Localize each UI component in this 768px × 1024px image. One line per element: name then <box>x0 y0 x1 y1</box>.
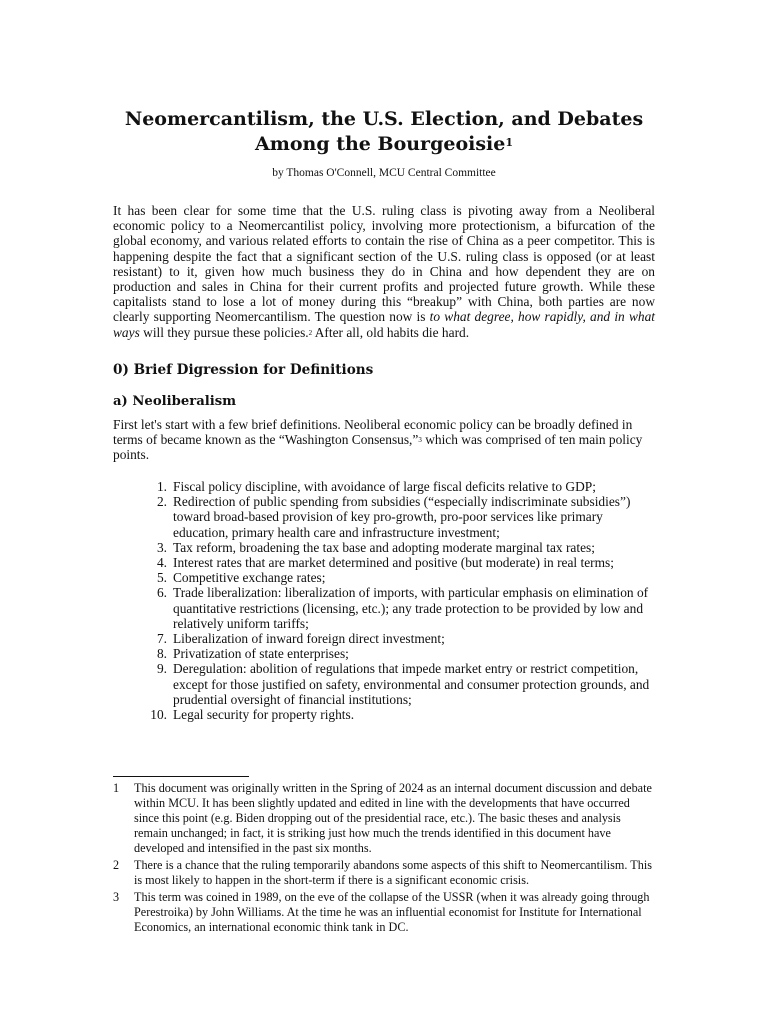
list-item-text: Deregulation: abolition of regulations that impede market entry or restrict competition, except for those justified on safety, environmental and consumer protection grounds, and prudential oversight of financial institutions; <box>173 661 650 707</box>
list-item-number: 7. <box>156 631 167 647</box>
list-item-number: 4. <box>156 555 167 571</box>
definitions-paragraph <box>113 417 655 463</box>
title-line-1: Neomercantilism, the U.S. Election, and Debates <box>124 108 644 130</box>
byline: by Thomas O'Connell, MCU Central Committee <box>272 167 496 179</box>
footnote <box>113 858 655 888</box>
list-item-number: 8. <box>156 646 167 662</box>
footnote-number: 1 <box>113 781 120 795</box>
list-item-text: Liberalization of inward foreign direct investment; <box>173 631 445 647</box>
list-item-text: Redirection of public spending from subsidies (“especially indiscriminate subsidies”) toward broad-based provision of key pro-growth, pro-poor services like primary education, primary health care and infrastructure investment; <box>173 494 631 540</box>
list-item-text: Interest rates that are market determined and positive (but moderate) in real terms; <box>173 555 614 571</box>
footnote <box>113 781 655 856</box>
list-item-number: 5. <box>156 570 167 586</box>
list-item <box>145 494 655 540</box>
list-item-text: Competitive exchange rates; <box>173 570 326 586</box>
title-footnote-ref[interactable]: 1 <box>505 136 513 149</box>
list-item <box>145 479 655 494</box>
footnote-text: There is a chance that the ruling temporarily abandons some aspects of this shift to Neomercantilism. This is most likely to happen in the short-term if there is a significant economic crisis. <box>134 858 652 887</box>
footnote-ref-2[interactable]: 2 <box>308 328 313 337</box>
list-item <box>145 585 655 631</box>
list-item-text: Trade liberalization: liberalization of imports, with particular emphasis on elimination of quantitative restrictions (licensing, etc.); any trade protection to be provided by low and relatively uniform tariffs; <box>173 585 649 631</box>
list-item-number: 2. <box>156 494 167 510</box>
list-item <box>145 661 655 707</box>
list-item-number: 10. <box>150 707 167 723</box>
footnote-divider <box>113 776 249 777</box>
list-item <box>145 540 655 555</box>
list-item-number: 6. <box>156 585 167 601</box>
footnote-text: This document was originally written in the Spring of 2024 as an internal document discussion and debate within MCU. It has been slightly updated and edited in line with the developments that have occurred since this point (e.g. Biden dropping out of the presidential race, etc.). The basic theses and analysis remain unchanged; in fact, it is striking just how much the trends identified in this document have developed and intensified in the past six months. <box>134 781 652 855</box>
intro-text-2: will they pursue these policies. <box>139 324 309 340</box>
footnote-text: This term was coined in 1989, on the eve of the collapse of the USSR (when it was already going through Perestroika) by John Williams. At the time he was an influential economist for Institute for International Economics, an international economic think tank in DC. <box>134 890 650 934</box>
list-item-text: Fiscal policy discipline, with avoidance of large fiscal deficits relative to GDP; <box>173 479 596 494</box>
list-item <box>145 707 655 722</box>
list-item-text: Privatization of state enterprises; <box>173 646 349 662</box>
intro-paragraph <box>113 203 655 340</box>
title-line-2: Among the Bourgeoisie <box>254 133 506 155</box>
intro-italic: to what degree, how rapidly, and in what ways <box>113 309 655 340</box>
list-item-number: 9. <box>156 661 167 677</box>
list-item-number: 1. <box>156 479 167 494</box>
footnotes <box>113 781 655 937</box>
footnote-ref-3[interactable]: 3 <box>418 436 422 445</box>
footnote-number: 2 <box>113 858 120 872</box>
list-item <box>145 631 655 646</box>
list-item <box>145 646 655 661</box>
list-item-text: Tax reform, broadening the tax base and adopting moderate marginal tax rates; <box>173 539 595 555</box>
intro-text-3: After all, old habits die hard. <box>312 324 470 340</box>
washington-consensus-list <box>145 479 655 722</box>
footnote-number: 3 <box>113 890 120 904</box>
list-item <box>145 570 655 585</box>
list-item-number: 3. <box>156 539 167 555</box>
section-heading: 0) Brief Digression for Definitions <box>113 362 374 378</box>
subsection-heading: a) Neoliberalism <box>113 394 237 409</box>
para2-text-2: which was comprised of ten main policy points. <box>113 432 643 463</box>
document-title <box>80 107 688 157</box>
footnote <box>113 890 655 935</box>
intro-text-1: It has been clear for some time that the U.S. ruling class is pivoting away from a Neoliberal economic policy to a Neomercantilist policy, involving more protectionism, a bifurcation of the global economy, and various related efforts to contain the rise of China as a peer competitor. This is happening despite the fact that a significant section of the U.S. ruling class is opposed (or at least resistant) to it, given how much business they do in China and how dependent they are on production and sales in China for their current profits and projected future growth. While these capitalists stand to lose a lot of money during this “breakup” with China, both parties are now clearly supporting Neomercantilism. The question now is <box>113 203 655 325</box>
list-item <box>145 555 655 570</box>
list-item-text: Legal security for property rights. <box>173 707 355 723</box>
para2-text-1: First let's start with a few brief definitions. Neoliberal economic policy can be broadly defined in terms of became known as the “Washington Consensus,” <box>113 417 633 448</box>
